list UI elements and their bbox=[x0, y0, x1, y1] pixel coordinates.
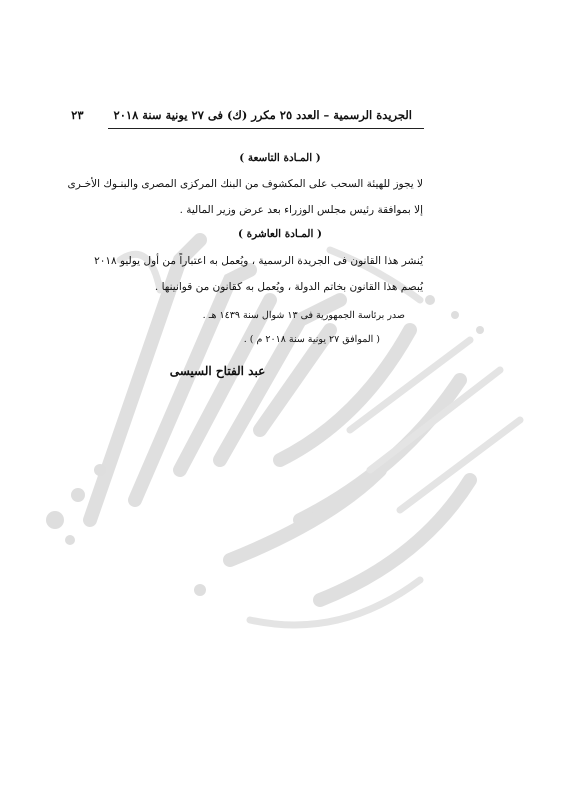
signature-name: عبد الفتاح السيسى bbox=[169, 364, 266, 378]
article-9-heading: ( المـادة التاسعة ) bbox=[239, 152, 321, 164]
page-header bbox=[71, 108, 412, 122]
article-10-heading: ( المـادة العاشرة ) bbox=[237, 228, 322, 240]
article-10-line-1: يُنشر هذا القانون فى الجريدة الرسمية ، ويُعمل به اعتباراً من أول يوليو ٢٠١٨ bbox=[94, 255, 423, 267]
issuance-line-1: صدر برئاسة الجمهورية فى ١٣ شوال سنة ١٤٣٩ هـ . bbox=[202, 310, 405, 321]
page-number: ٢٣ bbox=[71, 108, 84, 122]
article-9-line-1: لا يجوز للهيئة السحب على المكشوف من البنك المركزى المصرى والبنـوك الأخـرى bbox=[67, 178, 423, 190]
article-10-line-2: يُبصم هذا القانون بخاتم الدولة ، ويُعمل به كقانون من قوانينها . bbox=[154, 281, 423, 293]
article-9-line-2: إلا بموافقة رئيس مجلس الوزراء بعد عرض وزير المالية . bbox=[179, 204, 423, 216]
header-title: الجريدة الرسمية – العدد ٢٥ مكرر (ك) فى ٢٧ يونية سنة ٢٠١٨ bbox=[113, 108, 412, 122]
issuance-line-2: ( الموافق ٢٧ يونية سنة ٢٠١٨ م ) . bbox=[243, 334, 380, 345]
header-rule bbox=[108, 128, 424, 129]
